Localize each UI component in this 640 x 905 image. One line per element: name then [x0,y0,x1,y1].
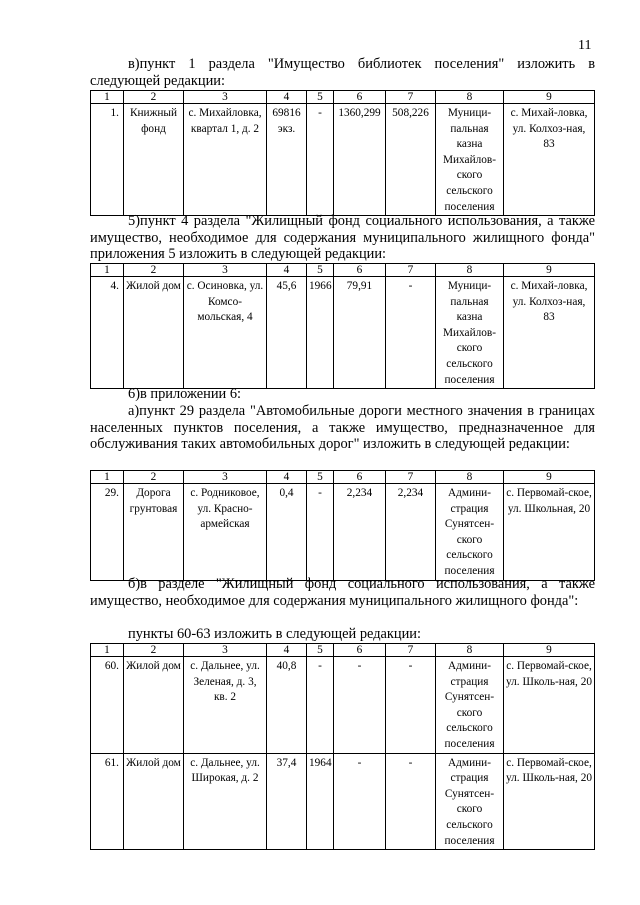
table-cell: 1360,299 [334,104,386,216]
column-header: 2 [124,91,184,104]
table-cell: 60. [91,657,124,754]
column-header: 3 [184,644,267,657]
column-header: 7 [386,91,436,104]
table-housing-fund [90,263,595,389]
table-cell: Муници-пальная казна Михайлов-ского сельского поселения [436,104,504,216]
table-row [91,753,595,850]
table-cell: 29. [91,484,124,581]
table-cell: 0,4 [267,484,307,581]
column-header: 9 [504,264,595,277]
table-cell: - [307,104,334,216]
table-cell: - [307,657,334,754]
paragraph-a-punkt-29: а)пункт 29 раздела "Автомобильные дороги местного значения в границах населенных пунктов поселения, а также имущество, предназначенное для обслуживания таких автомобильных дорог" изложить в следующей редакции: [90,403,595,452]
table-cell: 40,8 [267,657,307,754]
table-header-row [91,471,595,484]
table-row [91,104,595,216]
table-cell: с. Михай-ловка, ул. Колхоз-ная, 83 [504,104,595,216]
table-cell: 69816 экз. [267,104,307,216]
table-cell: Муници-пальная казна Михайлов-ского сельского поселения [436,277,504,389]
table-cell: с. Первомай-ское, ул. Школь-ная, 20 [504,753,595,850]
column-header: 2 [124,264,184,277]
column-header: 4 [267,264,307,277]
column-header: 3 [184,91,267,104]
table-cell: 4. [91,277,124,389]
table-library-property [90,90,595,216]
table-cell: Админи-страция Сунятсен-ского сельского поселения [436,484,504,581]
table-cell: 1964 [307,753,334,850]
table-cell: 37,4 [267,753,307,850]
table-housing-60-63 [90,643,595,850]
table-cell: 2,234 [386,484,436,581]
table-cell: Админи-страция Сунятсен-ского сельского поселения [436,753,504,850]
table-cell: Жилой дом [124,657,184,754]
table-cell: 1966 [307,277,334,389]
column-header: 3 [184,264,267,277]
column-header: 2 [124,471,184,484]
column-header: 6 [334,264,386,277]
table-header-row [91,644,595,657]
table-cell: - [386,657,436,754]
column-header: 5 [307,91,334,104]
column-header: 8 [436,644,504,657]
column-header: 7 [386,264,436,277]
table-cell: 1. [91,104,124,216]
column-header: 7 [386,644,436,657]
table-cell: с. Родниковое, ул. Красно-армейская [184,484,267,581]
table-cell: - [334,657,386,754]
paragraph-b-housing-section: б)в разделе "Жилищный фонд социального использования, а также имущество, необходимое для содержания муниципального жилищного фонда": [90,576,595,609]
column-header: 9 [504,471,595,484]
table-cell: 61. [91,753,124,850]
table-row [91,657,595,754]
column-header: 5 [307,471,334,484]
table-cell: Жилой дом [124,753,184,850]
table-cell: Книжный фонд [124,104,184,216]
column-header: 1 [91,471,124,484]
table-cell: с. Дальнее, ул. Зеленая, д. 3, кв. 2 [184,657,267,754]
table-cell: 79,91 [334,277,386,389]
column-header: 5 [307,644,334,657]
paragraph-v-punkt-1: в)пункт 1 раздела "Имущество библиотек поселения" изложить в следующей редакции: [90,56,595,89]
table-row [91,277,595,389]
column-header: 4 [267,91,307,104]
table-cell: с. Первомай-ское, ул. Школьная, 20 [504,484,595,581]
column-header: 1 [91,264,124,277]
table-cell: 2,234 [334,484,386,581]
column-header: 6 [334,91,386,104]
column-header: 9 [504,91,595,104]
table-row [91,484,595,581]
column-header: 8 [436,471,504,484]
column-header: 1 [91,91,124,104]
page-number: 11 [578,38,592,53]
column-header: 5 [307,264,334,277]
column-header: 7 [386,471,436,484]
table-cell: с. Михай-ловка, ул. Колхоз-ная, 83 [504,277,595,389]
table-cell: Дорога грунтовая [124,484,184,581]
column-header: 8 [436,91,504,104]
column-header: 4 [267,471,307,484]
column-header: 6 [334,471,386,484]
table-cell: - [386,753,436,850]
table-header-row [91,264,595,277]
column-header: 8 [436,264,504,277]
table-cell: - [307,484,334,581]
table-header-row [91,91,595,104]
table-cell: с. Осиновка, ул. Комсо-мольская, 4 [184,277,267,389]
column-header: 4 [267,644,307,657]
paragraph-5-punkt-4: 5)пункт 4 раздела "Жилищный фонд социального использования, а также имущество, необходимое для содержания муниципального жилищного фонда" приложения 5 изложить в следующей редакции: [90,213,595,262]
table-cell: 45,6 [267,277,307,389]
table-cell: с. Михайловка, квартал 1, д. 2 [184,104,267,216]
column-header: 2 [124,644,184,657]
table-cell: 508,226 [386,104,436,216]
table-cell: - [386,277,436,389]
column-header: 1 [91,644,124,657]
table-cell: Админи-страция Сунятсен-ского сельского поселения [436,657,504,754]
paragraph-6-appendix: 6)в приложении 6: [128,386,242,402]
table-cell: - [334,753,386,850]
table-cell: с. Первомай-ское, ул. Школь-ная, 20 [504,657,595,754]
table-roads [90,470,595,581]
column-header: 6 [334,644,386,657]
table-cell: Жилой дом [124,277,184,389]
paragraph-punkty-60-63: пункты 60-63 изложить в следующей редакции: [128,626,422,642]
table-cell: с. Дальнее, ул. Широкая, д. 2 [184,753,267,850]
column-header: 9 [504,644,595,657]
column-header: 3 [184,471,267,484]
